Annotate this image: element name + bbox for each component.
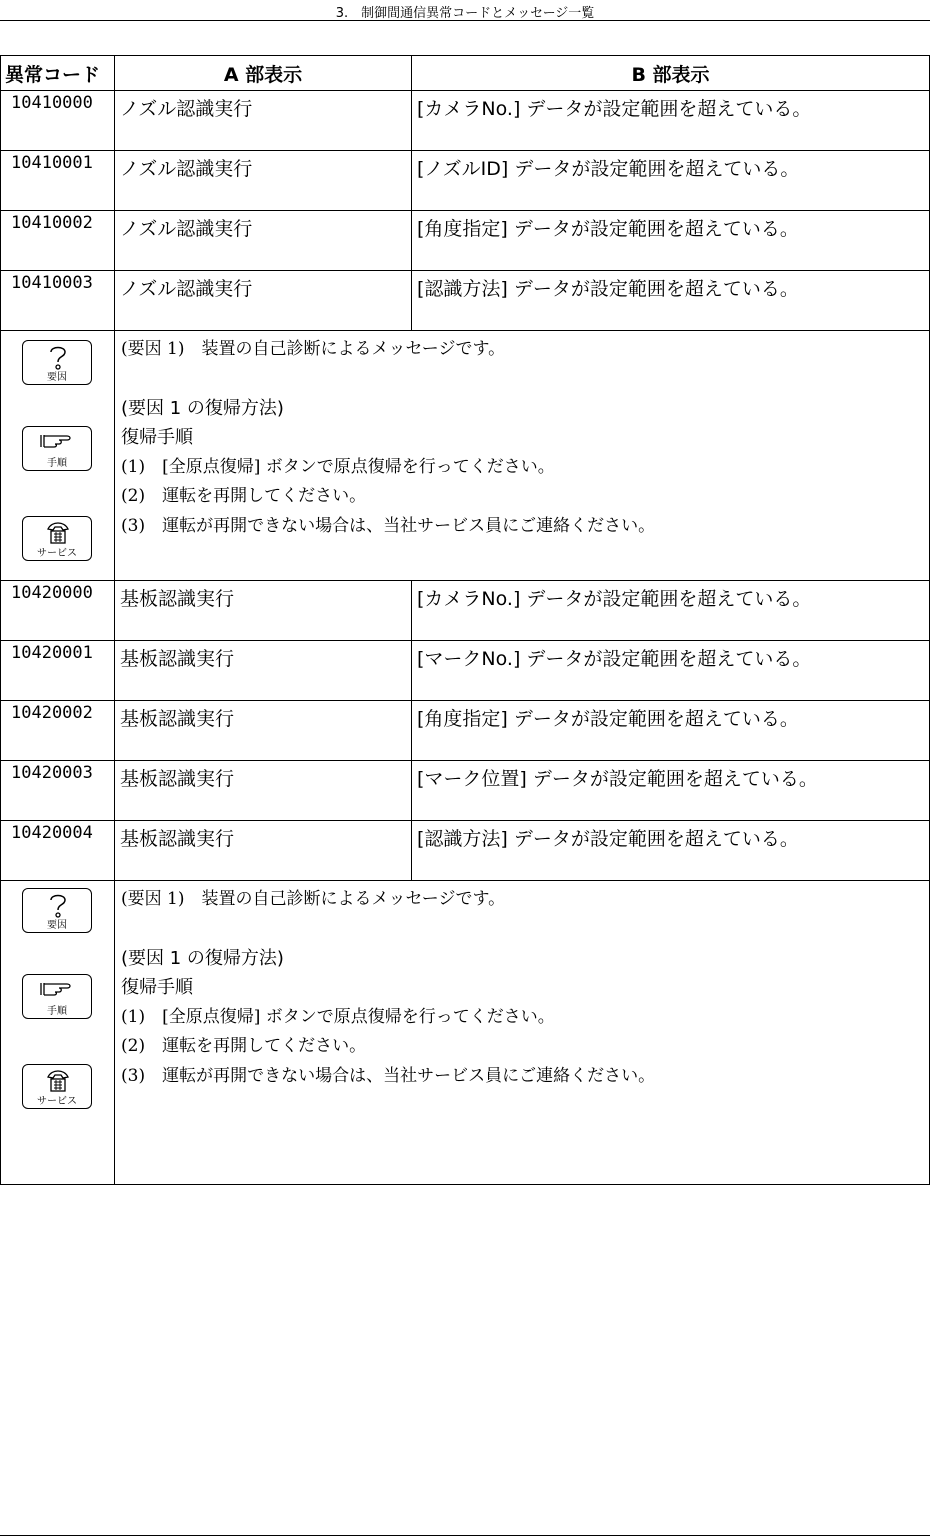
table-row: [1, 641, 930, 701]
table-row: [1, 581, 930, 641]
service-badge: [22, 516, 92, 561]
table-row: [1, 701, 930, 761]
a-display: ノズル認識実行: [115, 211, 412, 271]
a-display: 基板認識実行: [115, 701, 412, 761]
recovery-step: (1) [全原点復帰] ボタンで原点復帰を行ってください。: [121, 456, 555, 477]
b-display: [角度指定] データが設定範囲を超えている。: [412, 701, 930, 761]
a-display: ノズル認識実行: [115, 271, 412, 331]
error-code: 10410001: [1, 151, 115, 211]
cause-row: [1, 331, 930, 581]
telephone-icon: [46, 520, 70, 546]
a-display: ノズル認識実行: [115, 91, 412, 151]
recovery-step: (2) 運転を再開してください。: [121, 1036, 367, 1056]
recovery-step: (2) 運転を再開してください。: [121, 486, 367, 506]
table-header-row: [1, 56, 930, 91]
page-title: 3. 制御間通信異常コードとメッセージ一覧: [335, 6, 595, 21]
column-header-code: 異常コード: [1, 56, 115, 91]
telephone-icon: [46, 1068, 70, 1094]
error-code: 10420001: [1, 641, 115, 701]
recovery-heading: (要因 1 の復帰方法): [121, 397, 284, 419]
error-code-table: [0, 55, 930, 1185]
recovery-procedure-title: 復帰手順: [121, 977, 193, 998]
cause-line: (要因 1) 装置の自己診断によるメッセージです。: [121, 889, 506, 909]
cause-badge: [22, 888, 92, 933]
procedure-badge: [22, 974, 92, 1019]
recovery-procedure-title: 復帰手順: [121, 427, 193, 448]
recovery-step: (3) 運転が再開できない場合は、当社サービス員にご連絡ください。: [121, 1065, 656, 1086]
service-label: サービス: [37, 1096, 77, 1107]
table-row: [1, 151, 930, 211]
service-badge: [22, 1064, 92, 1109]
table-row: [1, 271, 930, 331]
procedure-label: 手順: [47, 458, 67, 469]
cause-row: [1, 881, 930, 1185]
a-display: 基板認識実行: [115, 641, 412, 701]
b-display: [ノズルID] データが設定範囲を超えている。: [412, 151, 930, 211]
page-header: [0, 0, 930, 21]
b-display: [マークNo.] データが設定範囲を超えている。: [412, 641, 930, 701]
footer-rule: [0, 1535, 930, 1536]
cause-text-cell: [115, 881, 930, 1185]
error-code: 10410002: [1, 211, 115, 271]
icon-column: [1, 331, 115, 581]
b-display: [認識方法] データが設定範囲を超えている。: [412, 271, 930, 331]
error-code: 10410003: [1, 271, 115, 331]
error-code: 10410000: [1, 91, 115, 151]
column-header-a: A 部表示: [115, 56, 412, 91]
table-row: [1, 821, 930, 881]
pointing-hand-icon: [39, 430, 73, 452]
a-display: 基板認識実行: [115, 581, 412, 641]
recovery-heading: (要因 1 の復帰方法): [121, 947, 284, 969]
b-display: [認識方法] データが設定範囲を超えている。: [412, 821, 930, 881]
cause-description: [115, 881, 929, 1091]
table-row: [1, 91, 930, 151]
icon-column: [1, 881, 115, 1185]
recovery-step: (1) [全原点復帰] ボタンで原点復帰を行ってください。: [121, 1006, 555, 1027]
procedure-badge: [22, 426, 92, 471]
cause-description: [115, 331, 929, 541]
b-display: [マーク位置] データが設定範囲を超えている。: [412, 761, 930, 821]
service-label: サービス: [37, 548, 77, 559]
a-display: 基板認識実行: [115, 761, 412, 821]
a-display: ノズル認識実行: [115, 151, 412, 211]
error-code: 10420002: [1, 701, 115, 761]
pointing-hand-icon: [39, 978, 73, 1000]
table-row: [1, 761, 930, 821]
b-display: [カメラNo.] データが設定範囲を超えている。: [412, 581, 930, 641]
cause-badge: [22, 340, 92, 385]
column-header-b: B 部表示: [412, 56, 930, 91]
error-code: 10420003: [1, 761, 115, 821]
error-code: 10420004: [1, 821, 115, 881]
cause-label: 要因: [47, 920, 67, 931]
cause-line: (要因 1) 装置の自己診断によるメッセージです。: [121, 339, 506, 359]
a-display: 基板認識実行: [115, 821, 412, 881]
table-row: [1, 211, 930, 271]
cause-label: 要因: [47, 372, 67, 383]
b-display: [角度指定] データが設定範囲を超えている。: [412, 211, 930, 271]
error-code: 10420000: [1, 581, 115, 641]
b-display: [カメラNo.] データが設定範囲を超えている。: [412, 91, 930, 151]
recovery-step: (3) 運転が再開できない場合は、当社サービス員にご連絡ください。: [121, 515, 656, 536]
procedure-label: 手順: [47, 1006, 67, 1017]
cause-text-cell: [115, 331, 930, 581]
